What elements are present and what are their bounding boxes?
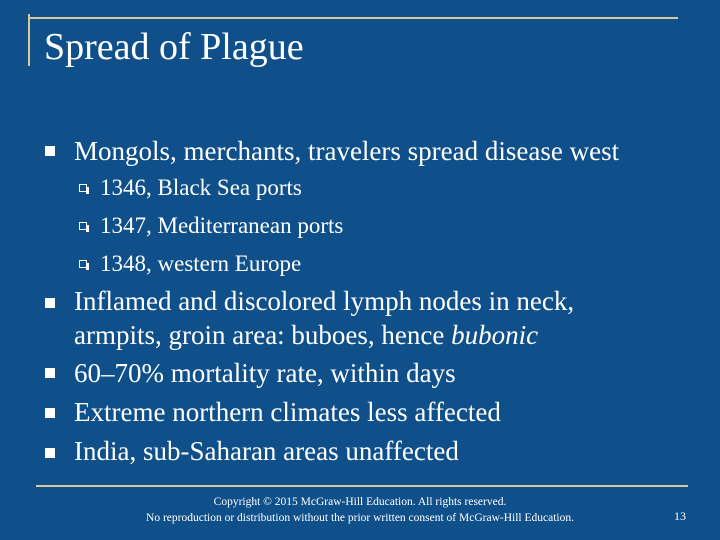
subbullet-text: 1347, Mediterranean ports: [100, 213, 344, 238]
copyright-line: Copyright © 2015 McGraw-Hill Education. All rights reserved.: [213, 496, 507, 508]
footer-rule: [36, 485, 688, 487]
square-bullet-icon: [45, 298, 55, 308]
bullet-text: Inflamed and discolored lymph nodes in neck,: [74, 286, 575, 316]
hollow-square-bullet-icon: [79, 222, 87, 230]
hollow-square-bullet-icon: [79, 260, 87, 268]
hollow-square-bullet-icon: [79, 184, 87, 192]
subbullet-text: 1346, Black Sea ports: [100, 175, 302, 200]
subbullet-text: 1348, western Europe: [100, 251, 302, 276]
bullet-text: Extreme northern climates less affected: [74, 397, 501, 427]
bullet-text-continuation: [74, 318, 538, 352]
copyright-line: No reproduction or distribution without the prior written consent of McGraw-Hill Education.: [146, 512, 574, 524]
square-bullet-icon: [45, 368, 55, 378]
slide-number: 13: [674, 509, 686, 523]
square-bullet-icon: [45, 146, 55, 156]
square-bullet-icon: [45, 448, 55, 458]
bullet-text: 60–70% mortality rate, within days: [74, 358, 456, 388]
bullet-text: Mongols, merchants, travelers spread disease west: [74, 136, 620, 166]
copyright-notice: [110, 494, 610, 526]
bullet-text: India, sub-Saharan areas unaffected: [74, 436, 459, 466]
bullet-text-italic: bubonic: [451, 320, 539, 350]
slide-title: Spread of Plague: [44, 26, 304, 68]
square-bullet-icon: [45, 408, 55, 418]
bullet-text-plain: armpits, groin area: buboes, hence: [74, 320, 452, 350]
